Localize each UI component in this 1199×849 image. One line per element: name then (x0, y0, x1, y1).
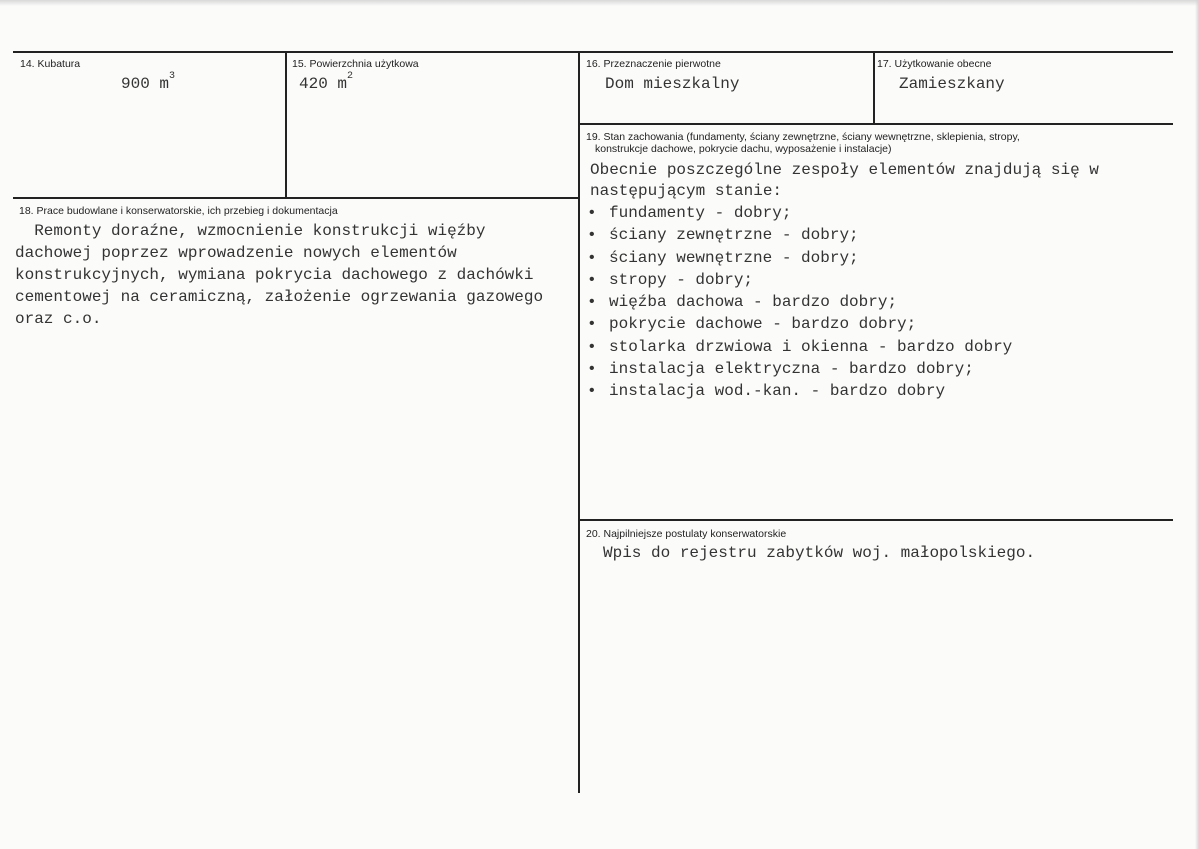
field-17-label: 17. Użytkowanie obecne (877, 58, 992, 70)
field-15-unit-exponent: 2 (347, 71, 354, 82)
field-18-line: Remonty doraźne, wzmocnienie konstrukcji więźby (15, 222, 486, 240)
condition-item (587, 224, 1012, 246)
divider-left (13, 197, 579, 199)
divider-16-17 (873, 51, 875, 124)
field-18-line: dachowej poprzez wprowadzenie nowych elementów (15, 244, 457, 262)
field-15-value-text: 420 m (299, 75, 348, 93)
field-18-label: 18. Prace budowlane i konserwatorskie, ich przebieg i dokumentacja (19, 205, 338, 217)
field-14-value-text: 900 m (121, 75, 170, 93)
field-20-label: 20. Najpilniejsze postulaty konserwatorskie (586, 528, 787, 540)
condition-item (587, 247, 1012, 269)
condition-item (587, 313, 1012, 335)
field-14-label: 14. Kubatura (20, 58, 81, 70)
divider-main (578, 51, 580, 793)
field-16-label: 16. Przeznaczenie pierwotne (586, 58, 721, 70)
field-15-value (299, 71, 354, 93)
field-17-value: Zamieszkany (899, 75, 1005, 93)
condition-item (587, 380, 1012, 402)
divider-19-20 (578, 519, 1173, 521)
divider-14-15 (285, 51, 287, 198)
field-19-label-cont: konstrukcje dachowe, pokrycie dachu, wyposażenie i instalacje) (595, 143, 892, 155)
condition-item (587, 336, 1012, 358)
bullet-icon: • (587, 226, 597, 245)
condition-item (587, 291, 1012, 313)
field-18-line: cementowej na ceramiczną, założenie ogrzewania gazowego (15, 288, 544, 306)
condition-item (587, 202, 1012, 224)
field-14-value (121, 71, 176, 93)
scan-top-edge (0, 0, 1199, 6)
condition-item-text: stolarka drzwiowa i okienna - bardzo dobry (609, 337, 1013, 356)
field-14-unit-exponent: 3 (169, 71, 176, 82)
condition-item-text: ściany wewnętrzne - dobry; (609, 248, 859, 267)
field-19-label: 19. Stan zachowania (fundamenty, ściany zewnętrzne, ściany wewnętrzne, sklepienia, stropy, (586, 131, 1020, 143)
field-19-condition-list (587, 202, 1012, 403)
bullet-icon: • (587, 248, 597, 267)
field-16-value: Dom mieszkalny (605, 75, 740, 93)
field-19-intro-line: Obecnie poszczególne zespoły elementów znajdują się w (590, 161, 1099, 179)
field-20-value: Wpis do rejestru zabytków woj. małopolskiego. (603, 544, 1036, 562)
bullet-icon: • (587, 204, 597, 222)
bullet-icon: • (587, 337, 597, 356)
condition-item-text: stropy - dobry; (609, 270, 754, 289)
bullet-icon: • (587, 315, 597, 334)
field-18-line: oraz c.o. (15, 310, 102, 328)
bullet-icon: • (587, 360, 597, 379)
field-18-text (15, 220, 543, 330)
bullet-icon: • (587, 270, 597, 289)
scan-right-edge (1195, 0, 1199, 849)
bullet-icon: • (587, 293, 597, 312)
form-top-border (13, 51, 1173, 53)
divider-top-right (578, 123, 1173, 125)
field-19-intro (590, 160, 1099, 202)
condition-item-text: więźba dachowa - bardzo dobry; (609, 293, 898, 312)
condition-item-text: instalacja elektryczna - bardzo dobry; (609, 360, 974, 379)
bullet-icon: • (587, 382, 597, 401)
field-15-label: 15. Powierzchnia użytkowa (292, 58, 419, 70)
field-18-line: konstrukcyjnych, wymiana pokrycia dachowego z dachówki (15, 266, 534, 284)
field-19-intro-line: następującym stanie: (590, 182, 783, 200)
condition-item-text: ściany zewnętrzne - dobry; (609, 226, 859, 245)
condition-item (587, 358, 1012, 380)
condition-item (587, 269, 1012, 291)
condition-item-text: pokrycie dachowe - bardzo dobry; (609, 315, 917, 334)
condition-item-text: instalacja wod.-kan. - bardzo dobry (609, 382, 946, 401)
condition-item-text: fundamenty - dobry; (609, 204, 792, 222)
